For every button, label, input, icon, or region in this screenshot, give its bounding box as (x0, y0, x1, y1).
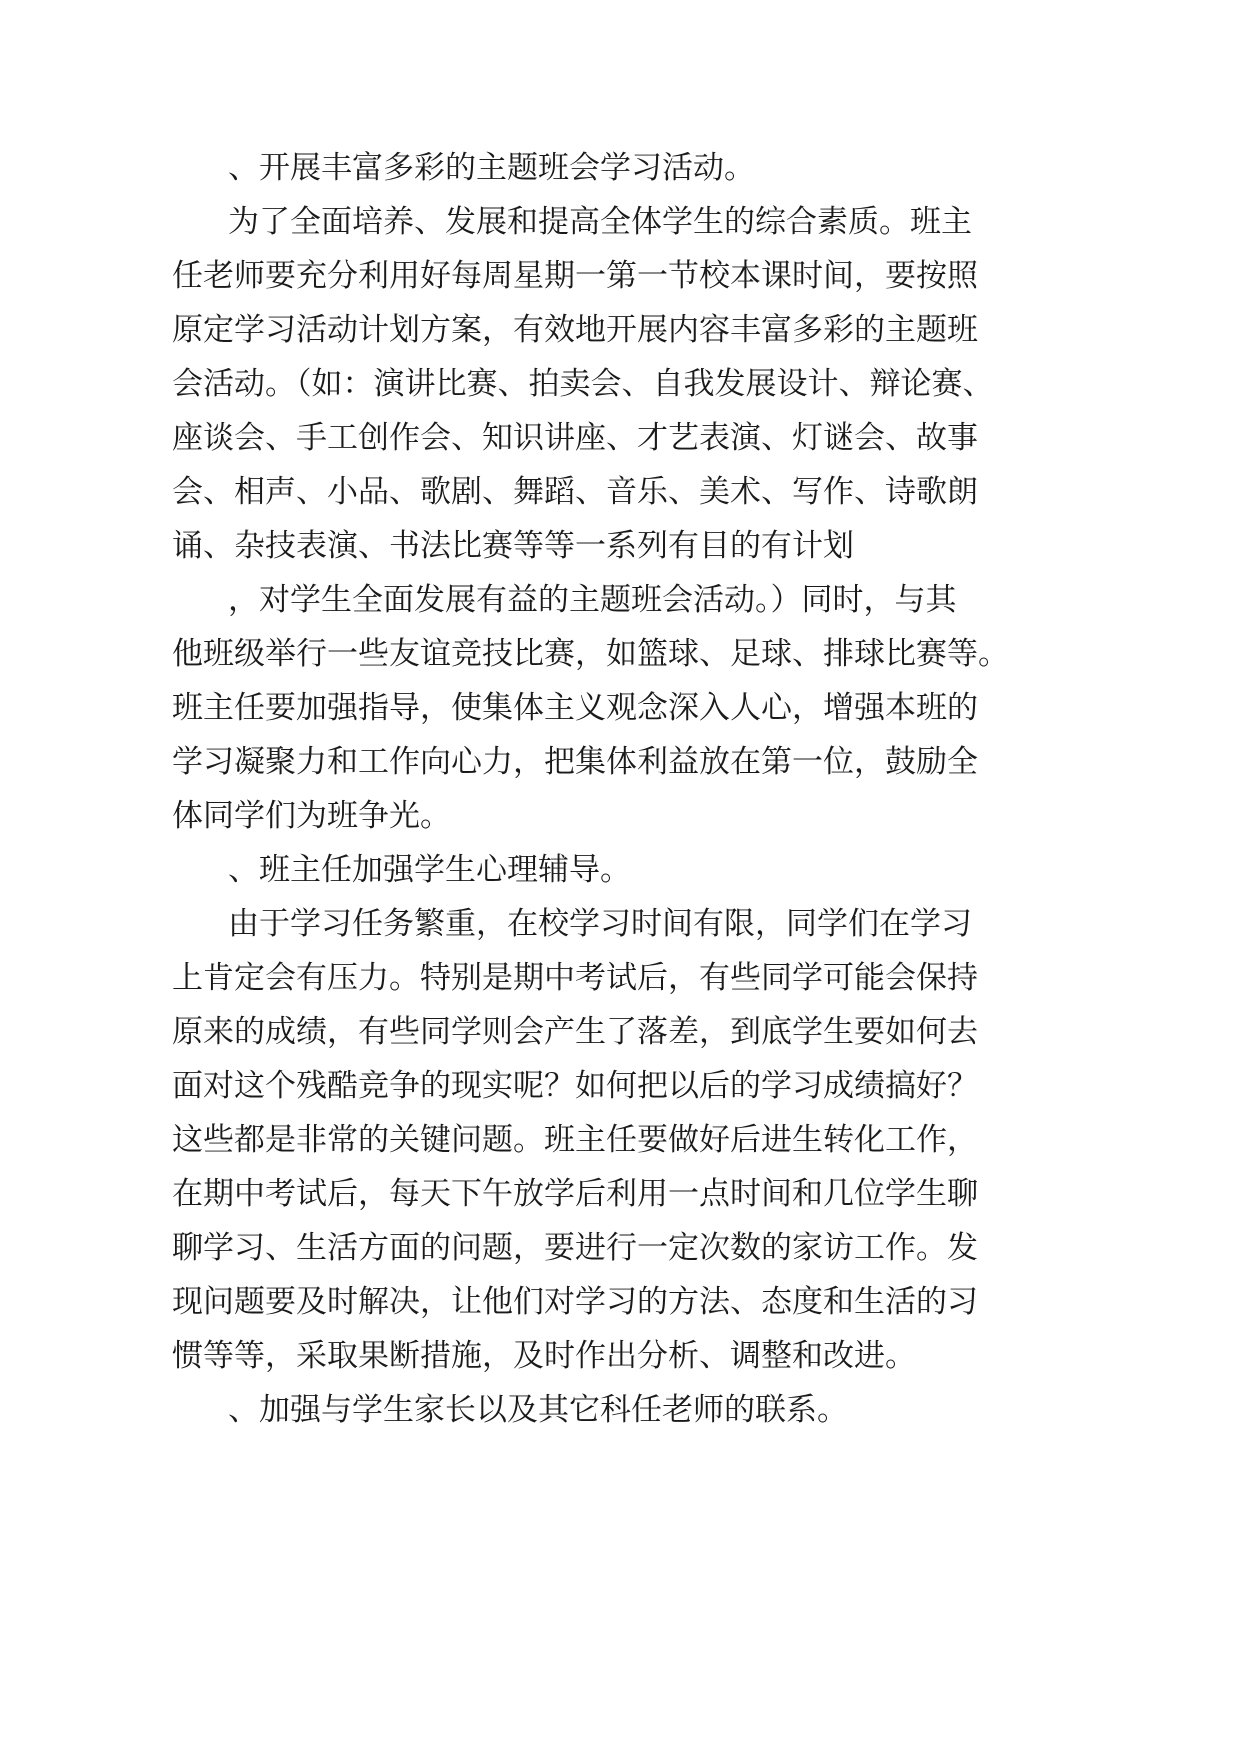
paragraph-line: 他班级举行一些友谊竞技比赛，如篮球、足球、排球比赛等。 (172, 636, 1009, 672)
paragraph-line: 班主任要加强指导，使集体主义观念深入人心，增强本班的 (172, 690, 978, 726)
paragraph-line: 面对这个残酷竞争的现实呢？如何把以后的学习成绩搞好？ (172, 1068, 978, 1104)
paragraph-line: 诵、杂技表演、书法比赛等等一系列有目的有计划 (172, 528, 854, 564)
paragraph-line: 会活动。（如：演讲比赛、拍卖会、自我发展设计、辩论赛、 (172, 366, 994, 402)
paragraph-line: 上肯定会有压力。特别是期中考试后，有些同学可能会保持 (172, 960, 978, 996)
paragraph-line: ，对学生全面发展有益的主题班会活动。）同时，与其 (228, 582, 957, 618)
heading-line: 、开展丰富多彩的主题班会学习活动。 (228, 150, 755, 186)
paragraph-line: 体同学们为班争光。 (172, 798, 451, 834)
paragraph-line: 座谈会、手工创作会、知识讲座、才艺表演、灯谜会、故事 (172, 420, 978, 456)
paragraph-line: 在期中考试后，每天下午放学后利用一点时间和几位学生聊 (172, 1176, 978, 1212)
heading-line: 、加强与学生家长以及其它科任老师的联系。 (228, 1392, 848, 1428)
paragraph-line: 为了全面培养、发展和提高全体学生的综合素质。班主 (228, 204, 972, 240)
paragraph-line: 学习凝聚力和工作向心力，把集体利益放在第一位，鼓励全 (172, 744, 978, 780)
paragraph-line: 惯等等，采取果断措施，及时作出分析、调整和改进。 (172, 1338, 916, 1374)
paragraph-line: 原定学习活动计划方案，有效地开展内容丰富多彩的主题班 (172, 312, 978, 348)
paragraph-line: 这些都是非常的关键问题。班主任要做好后进生转化工作， (172, 1122, 978, 1158)
paragraph-line: 聊学习、生活方面的问题，要进行一定次数的家访工作。发 (172, 1230, 978, 1266)
heading-line: 、班主任加强学生心理辅导。 (228, 852, 631, 888)
paragraph-line: 任老师要充分利用好每周星期一第一节校本课时间，要按照 (172, 258, 978, 294)
paragraph-line: 会、相声、小品、歌剧、舞蹈、音乐、美术、写作、诗歌朗 (172, 474, 978, 510)
paragraph-line: 由于学习任务繁重，在校学习时间有限，同学们在学习 (228, 906, 972, 942)
paragraph-line: 原来的成绩，有些同学则会产生了落差，到底学生要如何去 (172, 1014, 978, 1050)
paragraph-line: 现问题要及时解决，让他们对学习的方法、态度和生活的习 (172, 1284, 978, 1320)
